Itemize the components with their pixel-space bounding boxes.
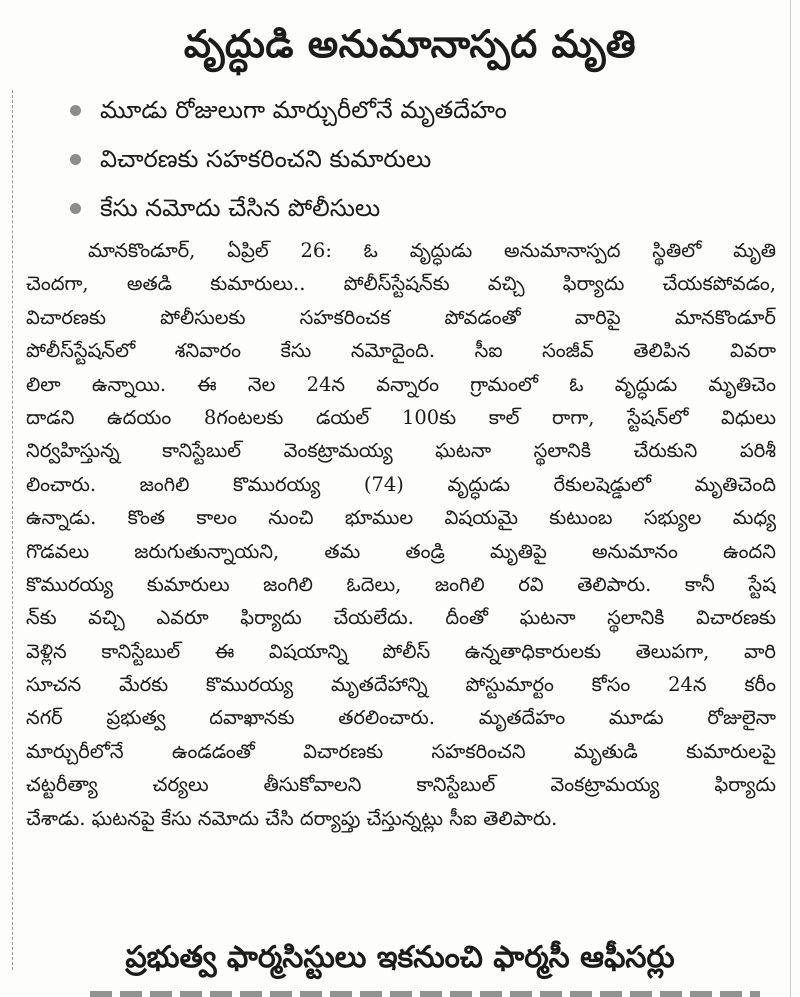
- subheading-item: [70, 135, 770, 184]
- body-line: నగర్ ప్రభుత్వ దవాఖానకు తరలించారు. మృతదేహం మూడు రోజులైనా: [26, 706, 776, 730]
- bullet-dot-icon: [70, 105, 81, 116]
- subheading-text: మూడు రోజులుగా మార్చురీలోనే మృతదేహం: [100, 96, 507, 124]
- body-line: చేశాడు. ఘటనపై కేసు నమోదు చేసి దర్యాప్తు చేస్తున్నట్లు సీఐ తెలిపారు.: [26, 806, 558, 830]
- body-line: నిర్వహిస్తున్న కానిస్టేబుల్ వెంకట్రామయ్య ఘటనా స్థలానికి చేరుకుని పరిశీ: [26, 439, 776, 463]
- body-line: మానకొండూర్, ఏప్రిల్ 26: ఓ వృద్ధుడు అనుమానాస్పద స్థితిలో మృతి: [88, 239, 776, 262]
- bullet-dot-icon: [70, 203, 81, 214]
- article-subheadings: [70, 86, 770, 233]
- body-line: న్‌కు వచ్చి ఎవరూ ఫిర్యాదు చేయలేదు. దీంతో ఘటనా స్థలానికి విచారణకు: [26, 606, 776, 630]
- subheading-text: కేసు నమోదు చేసిన పోలీసులు: [100, 194, 381, 222]
- article-body: [26, 234, 776, 835]
- next-article-headline: ప్రభుత్వ ఫార్మసిస్టులు ఇకనుంచి ఫార్మసీ ఆఫీసర్లు: [125, 940, 675, 975]
- body-line: గొడవలు జరుగుతున్నాయని, తమ తండ్రి మృతిపై అనుమానం ఉందని: [26, 539, 776, 563]
- body-line: పోలీస్‌స్టేషన్‌లో శనివారం కేసు నమోదైంది. సీఐ సంజీవ్ తెలిపిన వివరా: [26, 339, 776, 363]
- cut-off-text-fragment: [90, 986, 760, 997]
- body-line: మార్చురీలోనే ఉండడంతో విచారణకు సహకరించని మృతుడి కుమారులపై: [26, 739, 776, 763]
- body-line: చట్టరీత్యా చర్యలు తీసుకోవాలని కానిస్టేబుల్ వెంకట్రామయ్య ఫిర్యాదు: [26, 773, 776, 797]
- body-line: విచారణకు పోలీసులకు సహకరించక పోవడంతో వారిపై మానకొండూర్: [26, 305, 776, 329]
- body-line: కొమురయ్య కుమారులు జంగిలి ఓదెలు, జంగిలి రవి తెలిపారు. కానీ స్టేష: [26, 572, 776, 596]
- article-headline: వృద్ధుడి అనుమానాస్పద మృతి: [183, 22, 637, 66]
- body-line: దాడని ఉదయం 8గంటలకు డయల్ 100కు కాల్ రాగా, స్టేషన్‌లో విధులు: [26, 405, 776, 429]
- subheading-item: [70, 86, 770, 135]
- column-divider: [12, 90, 13, 970]
- body-line: సూచన మేరకు కొమురయ్య మృతదేహాన్ని పోస్టుమార్టం కోసం 24న కరీం: [26, 673, 776, 697]
- subheading-text: విచారణకు సహకరించని కుమారులు: [100, 145, 432, 173]
- body-line: లిలా ఉన్నాయి. ఈ నెల 24న వన్నారం గ్రామంలో ఓ వృద్ధుడు మృతిచెం: [26, 372, 776, 396]
- page-edge-rule: [790, 0, 791, 997]
- body-line: చెందగా, అతడి కుమారులు.. పోలీస్‌స్టేషన్‌కు వచ్చి ఫిర్యాదు చేయకపోవడం,: [26, 272, 776, 296]
- bullet-dot-icon: [70, 154, 81, 165]
- subheading-item: [70, 184, 770, 233]
- body-line: వెళ్లిన కానిస్టేబుల్ ఈ విషయాన్ని పోలీస్ ఉన్నతాధికారులకు తెలుపగా, వారి: [26, 639, 776, 663]
- body-line: లించారు. జంగిలి కొమురయ్య (74) వృద్ధుడు రేకులషెడ్డులో మృతిచెంది: [26, 472, 776, 496]
- body-line: ఉన్నాడు. కొంత కాలం నుంచి భూముల విషయమై కుటుంబ సభ్యుల మధ్య: [26, 506, 776, 530]
